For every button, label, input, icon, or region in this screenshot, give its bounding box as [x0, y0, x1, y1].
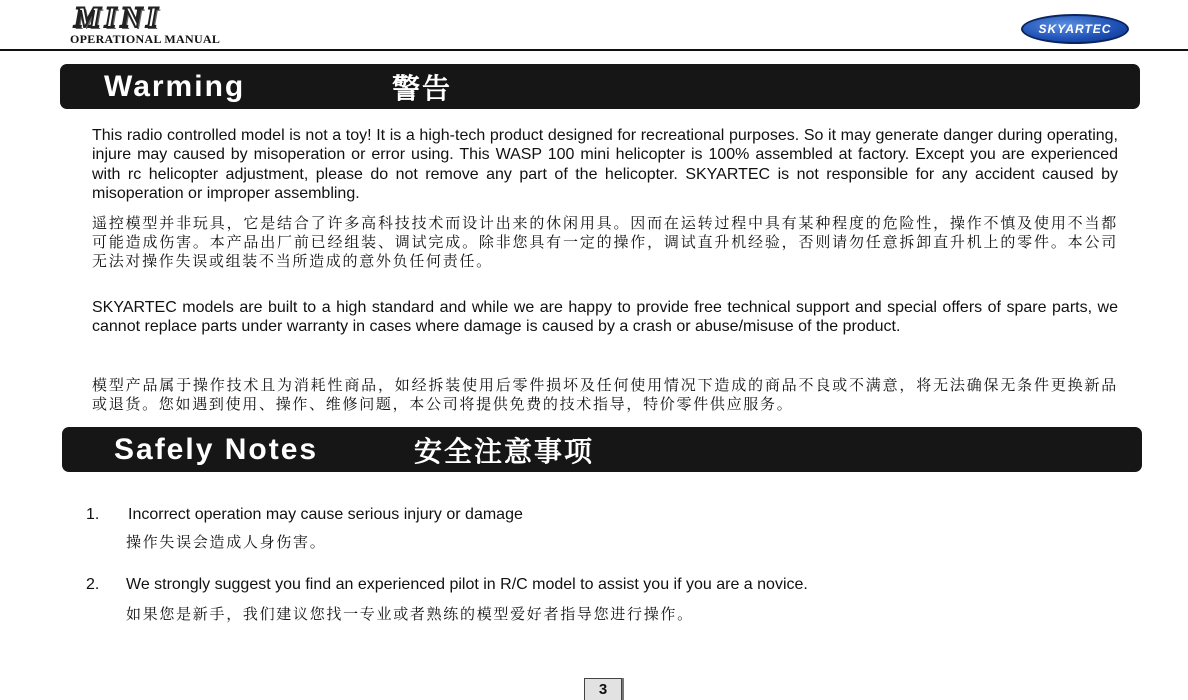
- note-1-number: 1.: [86, 506, 100, 523]
- header-rule: [0, 49, 1188, 51]
- warning-title-cn: 警告: [392, 71, 453, 105]
- safety-banner: [62, 427, 1142, 472]
- warning-paragraph-en-2: SKYARTEC models are built to a high standard and while we are happy to provide free technical support and special offers of spare parts, we cannot replace parts under warranty in cases where damage is caused by a crash or abuse/misuse of the product.: [92, 299, 1118, 336]
- warning-paragraph-cn-2: 模型产品属于操作技术且为消耗性商品，如经拆装使用后零件损坏及任何使用情况下造成的商品不良或不满意，将无法确保无条件更换新品或退货。您如遇到使用、操作、维修问题，本公司将提供免费的技术指导，特价零件供应服务。: [92, 376, 1118, 413]
- manual-subtitle: OPERATIONAL MANUAL: [70, 32, 221, 46]
- logo-mini: MINI: [74, 1, 162, 34]
- warning-paragraph-en-1: This radio controlled model is not a toy! It is a high-tech product designed for recreational purposes. So it may generate danger during operating, injure may caused by misoperation or error using. This WASP 100 mini helicopter is 100% assembled at factory. Except you are experienced with rc helicopter adjustment, please do not remove any part of the helicopter. SKYARTEC is not responsible for any accident caused by misoperation or improper assembling.: [92, 127, 1118, 202]
- warning-title-en: Warming: [104, 69, 246, 103]
- safety-title-cn: 安全注意事项: [414, 434, 595, 468]
- brand-logo: SKYARTEC: [1021, 14, 1129, 44]
- warning-paragraph-cn-1: 遥控模型并非玩具，它是结合了许多高科技技术而设计出来的休闲用具。因而在运转过程中具有某种程度的危险性，操作不慎及使用不当都可能造成伤害。本产品出厂前已经组装、调试完成。除非您具有一定的操作，调试直升机经验，否则请勿任意拆卸直升机上的零件。本公司无法对操作失误或组装不当所造成的意外负任何责任。: [92, 214, 1118, 270]
- safety-title-en: Safely Notes: [114, 432, 319, 466]
- page-number: 3: [584, 678, 622, 700]
- note-2-number: 2.: [86, 576, 100, 593]
- note-2-text-cn: 如果您是新手，我们建议您找一专业或者熟练的模型爱好者指导您进行操作。: [126, 605, 694, 623]
- note-2-text-en: We strongly suggest you find an experienced pilot in R/C model to assist you if you are a novice.: [126, 576, 808, 593]
- note-1-text-cn: 操作失误会造成人身伤害。: [126, 533, 327, 551]
- note-1-text-en: Incorrect operation may cause serious injury or damage: [128, 506, 523, 523]
- warning-banner: [60, 64, 1140, 109]
